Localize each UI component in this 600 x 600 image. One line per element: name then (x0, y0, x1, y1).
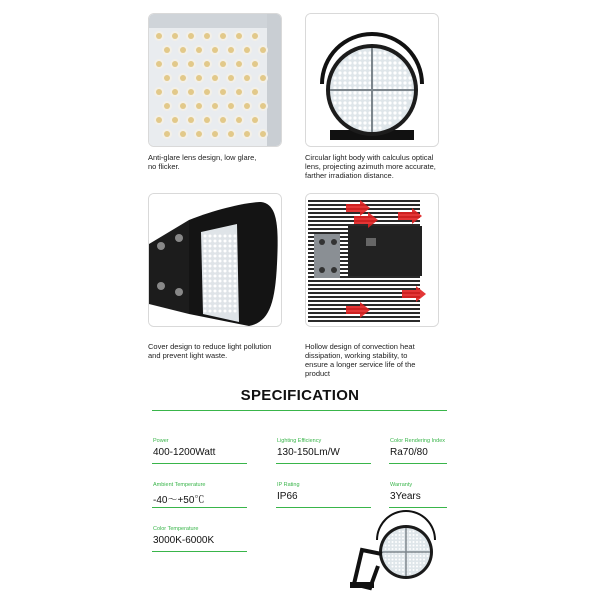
spec-value-warranty: 3Years (390, 491, 421, 502)
specification-title: SPECIFICATION (240, 387, 360, 404)
spec-label-ambient-temperature: Ambient Temperature (153, 482, 206, 488)
heat-sink-image (305, 193, 439, 327)
spec-label-warranty: Warranty (390, 482, 413, 488)
feature-caption-2: Circular light body with calculus optical lens, projecting azimuth more accurate, farther irradiation distance. (305, 153, 436, 180)
lamp-cover-icon (149, 194, 281, 326)
spec-label-color-temperature: Color Temperature (153, 526, 199, 532)
spec-value-color-temperature: 3000K-6000K (153, 535, 215, 546)
feature-caption-3: Cover design to reduce light pollution and prevent light waste. (148, 342, 272, 360)
circular-floodlight-icon (306, 14, 438, 146)
spec-value-lighting-efficiency: 130-150Lm/W (277, 447, 340, 458)
spec-header-divider (152, 410, 447, 411)
led-lens-closeup-image (148, 13, 282, 147)
floodlight-product-image (348, 510, 438, 592)
spec-value-ambient-temperature: -40〜+50℃ (153, 495, 205, 506)
spec-divider (152, 463, 247, 464)
heat-sink-icon (306, 194, 438, 326)
spec-divider (152, 551, 247, 552)
lamp-cover-image (148, 193, 282, 327)
spec-label-ip-rating: IP Rating (277, 482, 300, 488)
led-lens-icon (149, 14, 281, 146)
feature-caption-1: Anti-glare lens design, low glare, no flicker. (148, 153, 257, 171)
spec-divider (389, 463, 447, 464)
spec-label-lighting-efficiency: Lighting Efficiency (277, 438, 322, 444)
spec-divider (276, 463, 371, 464)
circular-floodlight-image (305, 13, 439, 147)
spec-value-ip-rating: IP66 (277, 491, 298, 502)
spec-label-cri: Color Rendering Index (390, 438, 446, 444)
spec-value-power: 400-1200Watt (153, 447, 216, 458)
spec-divider (152, 507, 247, 508)
spec-label-power: Power (153, 438, 169, 444)
spec-divider (276, 507, 371, 508)
feature-caption-4: Hollow design of convection heat dissipation, working stability, to ensure a longer service life of the product (305, 342, 416, 378)
spec-divider (389, 507, 447, 508)
spec-value-cri: Ra70/80 (390, 447, 428, 458)
floodlight-icon (348, 510, 438, 592)
